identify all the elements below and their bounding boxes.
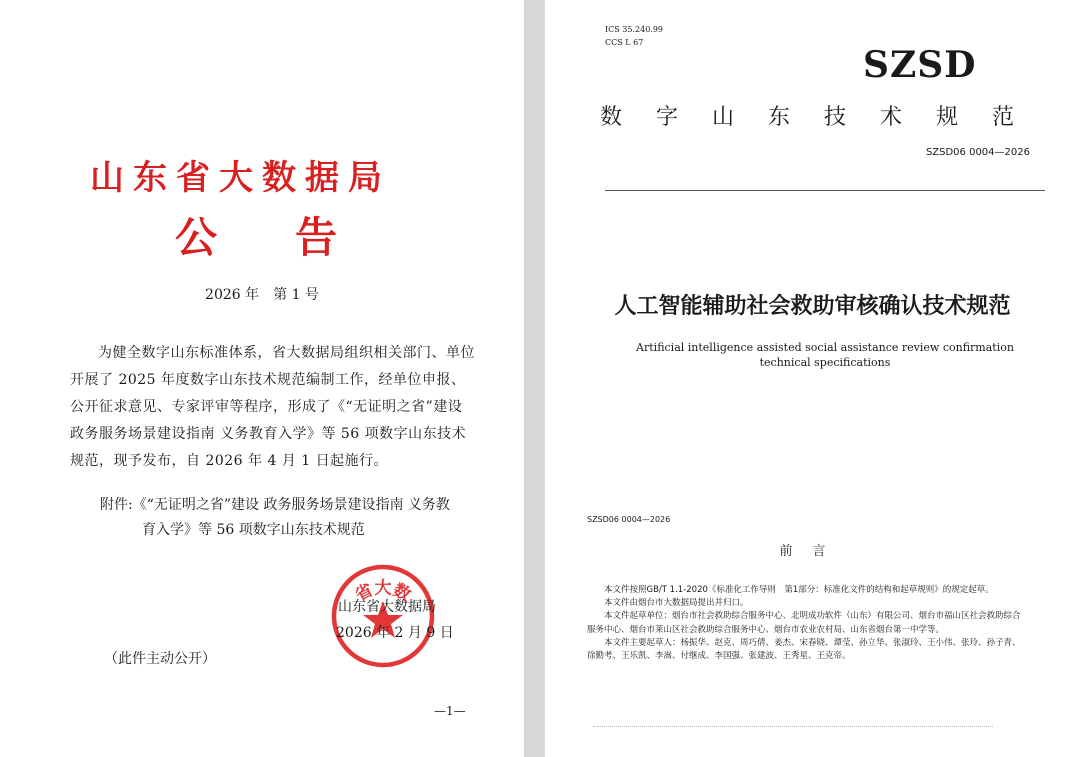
attachment-line-2: 育入学》等 56 项数字山东技术规范	[142, 522, 365, 538]
authority-title: 山东省大数据局	[90, 158, 391, 198]
issue-date: 2026 年 2 月 9 日	[336, 625, 454, 641]
attachment-line-1: 附件:《“无证明之省”建设 政务服务场景建设指南 义务教	[100, 497, 450, 513]
public-note: （此件主动公开）	[104, 651, 216, 667]
foreword-paragraphs	[587, 584, 1027, 663]
issuer-name: 山东省大数据局	[338, 599, 436, 615]
standard-brand: SZSD	[863, 44, 977, 86]
ics-code: ICS 35.240.99	[605, 25, 664, 34]
cropped-text-line	[593, 726, 993, 730]
foreword-heading: 前言	[779, 544, 846, 559]
official-seal-icon	[330, 563, 436, 669]
foreword-paragraph: 本文件起草单位：烟台市社会救助综合服务中心、北明成功软件（山东）有限公司、烟台市福山区社会救助综合服务中心、烟台市莱山区社会救助综合服务中心、烟台市农业农村局、山东省烟台第一中学等。	[587, 611, 1021, 635]
standard-code-small: SZSD06 0004—2026	[587, 515, 671, 524]
foreword-paragraph: 本文件由烟台市大数据局提出并归口。	[604, 598, 749, 609]
standard-title-en: Artificial intelligence assisted social assistance review confirmation technical specifications	[636, 341, 1014, 369]
foreword-paragraph: 本文件按照GB/T 1.1-2020《标准化工作导则 第1部分：标准化文件的结构和起草规则》的规定起草。	[604, 585, 994, 595]
standard-code: SZSD06 0004—2026	[925, 147, 1030, 158]
standard-title: 人工智能辅助社会救助审核确认技术规范	[614, 294, 1011, 319]
svg-text:省大数: 省大数	[352, 578, 414, 606]
announcement-page	[0, 0, 524, 757]
standard-series: 数字山东技术规范	[600, 105, 1049, 130]
issue-number: 2026 年 第 1 号	[205, 287, 319, 303]
ccs-code: CCS L 67	[605, 38, 644, 47]
announcement-heading: 公告	[175, 213, 416, 262]
header-divider	[605, 190, 1045, 191]
page-number: —1—	[434, 704, 466, 718]
standard-page	[545, 0, 1080, 757]
announcement-body: 为健全数字山东标准体系，省大数据局组织相关部门、单位开展了 2025 年度数字山东技术规范编制工作，经单位申报、公开征求意见、专家评审等程序，形成了《“无证明之省”建设 政务服务场景建设指南 义务教育入学》等 56 项数字山东技术规范，现予发布，自 2026 年 4 月 1 日起施行。	[70, 345, 475, 469]
foreword-paragraph: 本文件主要起草人：杨振华、赵克、周巧倩、姜杰、宋春晓、谭莹、孙立华、张淑玲、王小伟、张玲、孙子青、徐勤考、王乐凯、李嵩、付继成、李国强、张建波、王秀星、王克帝。	[587, 637, 1021, 662]
